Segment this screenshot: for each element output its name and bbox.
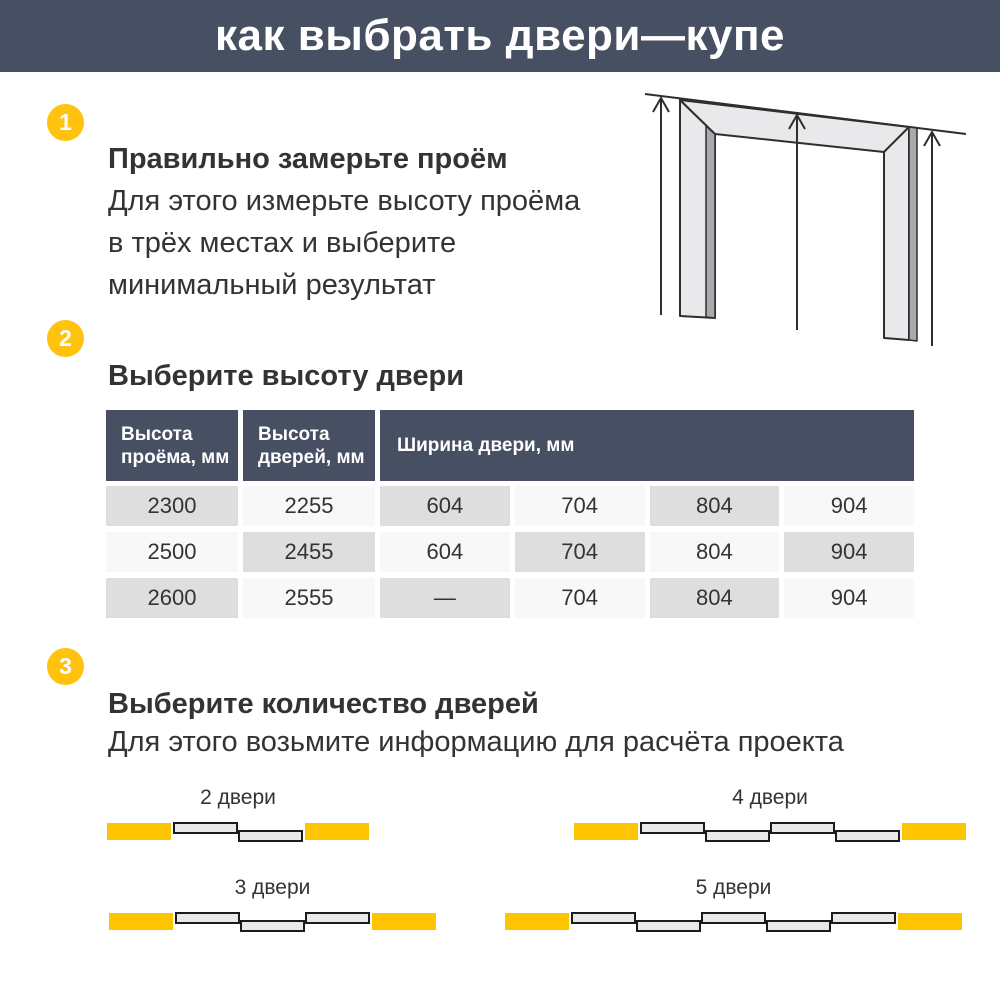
door-layout-3-diagram	[109, 911, 436, 933]
table-cell: 604	[380, 486, 510, 526]
door-panel	[705, 830, 770, 842]
table-cell: —	[380, 578, 510, 618]
table-cell: 904	[784, 578, 914, 618]
table-header-row	[106, 410, 914, 481]
step-3-description: Для этого возьмите информацию для расчёта проекта	[108, 726, 844, 758]
table-header-door-width: Ширина двери, мм	[380, 410, 914, 481]
door-panel	[701, 912, 766, 924]
table-cell: 704	[515, 578, 645, 618]
table-cell: 804	[650, 486, 780, 526]
size-table-body	[106, 486, 914, 618]
measure-arrow-center	[789, 115, 805, 330]
step-3-title: Выберите количество дверей	[108, 688, 539, 720]
wall-block	[107, 823, 171, 840]
door-frame-illustration	[640, 78, 970, 358]
step-2-badge: 2	[47, 320, 84, 357]
door-panel	[831, 912, 896, 924]
door-size-table	[106, 410, 914, 618]
table-cell: 804	[650, 578, 780, 618]
table-cell: 2600	[106, 578, 238, 618]
table-cell: 604	[380, 532, 510, 572]
measure-arrow-right	[924, 132, 940, 346]
title-banner	[0, 0, 1000, 72]
door-layout-5	[505, 876, 962, 933]
door-layout-2	[107, 786, 369, 843]
table-cell: 2555	[243, 578, 375, 618]
door-layout-2-diagram	[107, 821, 369, 843]
door-layout-4-label: 4 двери	[732, 786, 808, 809]
step-1-description-line: минимальный результат	[108, 269, 436, 301]
step-2-title: Выберите высоту двери	[108, 360, 465, 392]
door-panel	[835, 830, 900, 842]
door-layout-3-label: 3 двери	[234, 876, 311, 899]
step-1-badge: 1	[47, 104, 84, 141]
wall-block	[902, 823, 966, 840]
step-1-title: Правильно замерьте проём	[108, 143, 508, 175]
door-layout-2-label: 2 двери	[200, 786, 276, 809]
door-layout-5-diagram	[505, 911, 962, 933]
measure-arrow-left	[653, 98, 669, 315]
wall-block	[109, 913, 173, 930]
table-cell: 904	[784, 486, 914, 526]
door-panel	[305, 912, 370, 924]
table-cell: 2500	[106, 532, 238, 572]
wall-block	[305, 823, 369, 840]
step-1-description-line: в трёх местах и выберите	[108, 227, 457, 259]
wall-block	[372, 913, 436, 930]
door-panel	[766, 920, 831, 932]
table-cell: 704	[515, 486, 645, 526]
door-panel	[636, 920, 701, 932]
step-3-badge: 3	[47, 648, 84, 685]
page-title: как выбрать двери—купе	[214, 11, 786, 60]
door-layout-3	[109, 876, 436, 933]
door-panel	[571, 912, 636, 924]
door-panel	[770, 822, 835, 834]
step-1-description-line: Для этого измерьте высоту проёма	[108, 185, 581, 217]
door-panel	[238, 830, 303, 842]
door-layout-4-diagram	[574, 821, 966, 843]
wall-block	[574, 823, 638, 840]
step-1-description	[108, 180, 580, 306]
door-layout-4	[574, 786, 966, 843]
door-panel	[173, 822, 238, 834]
table-cell: 2255	[243, 486, 375, 526]
door-panel	[640, 822, 705, 834]
door-panel	[175, 912, 240, 924]
door-panel	[240, 920, 305, 932]
table-header-door-height: Высота дверей, мм	[243, 410, 375, 481]
table-cell: 2300	[106, 486, 238, 526]
door-layout-5-label: 5 двери	[695, 876, 772, 899]
table-cell: 804	[650, 532, 780, 572]
wall-block	[505, 913, 569, 930]
table-cell: 704	[515, 532, 645, 572]
wall-block	[898, 913, 962, 930]
table-cell: 904	[784, 532, 914, 572]
table-cell: 2455	[243, 532, 375, 572]
table-header-opening-height: Высота проёма, мм	[106, 410, 238, 481]
